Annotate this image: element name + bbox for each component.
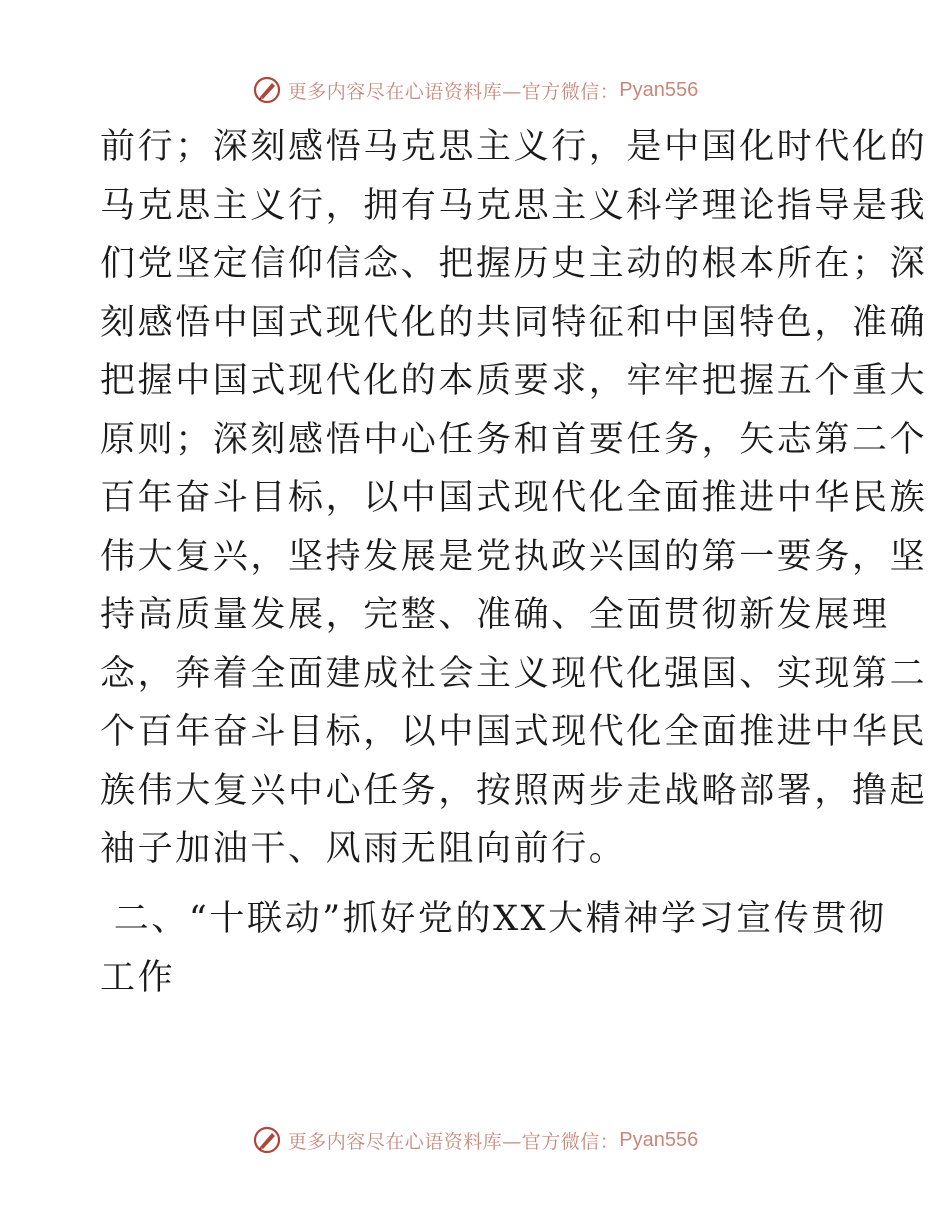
watermark-text: 更多内容尽在心语资料库—官方微信： [287,80,620,103]
body-line: 袖子加油干、风雨无阻向前行。 [100,829,627,869]
body-line: 伟大复兴，坚持发展是党执政兴国的第一要务，坚 [100,536,928,577]
body-line: 马克思主义行，拥有马克思主义科学理论指导是我 [100,185,928,226]
body-line: 把握中国式现代化的本质要求，牢牢把握五个重大 [100,361,928,401]
watermark-wechat-id: Pyan556 [619,78,699,101]
body-paragraph [100,118,928,879]
heading-line: 工作 [100,957,176,998]
body-line: 族伟大复兴中心任务，按照两步走战略部署，撸起 [100,770,928,811]
body-line: 念，奔着全面建成社会主义现代化强国、实现第二 [100,653,928,694]
watermark-wechat-id: Pyan556 [619,1128,699,1151]
section-heading [100,890,887,1007]
body-line: 持高质量发展，完整、准确、全面贯彻新发展理 [100,595,890,635]
body-line: 们党坚定信仰信念、把握历史主动的根本所在；深 [100,244,928,284]
pen-circle-logo-icon [252,1125,282,1155]
heading-line: 二、“十联动”抓好党的XX大精神学习宣传贯彻 [100,899,887,939]
body-line: 前行；深刻感悟马克思主义行，是中国化时代化的 [100,127,928,167]
body-line: 刻感悟中国式现代化的共同特征和中国特色，准确 [100,302,928,343]
footer-watermark [0,1122,950,1158]
body-line: 个百年奋斗目标，以中国式现代化全面推进中华民 [100,712,928,752]
header-watermark [0,72,950,108]
watermark-text: 更多内容尽在心语资料库—官方微信： [287,1130,620,1153]
pen-circle-logo-icon [252,75,282,105]
body-line: 百年奋斗目标，以中国式现代化全面推进中华民族 [100,478,928,518]
body-line: 原则；深刻感悟中心任务和首要任务，矢志第二个 [100,419,928,460]
